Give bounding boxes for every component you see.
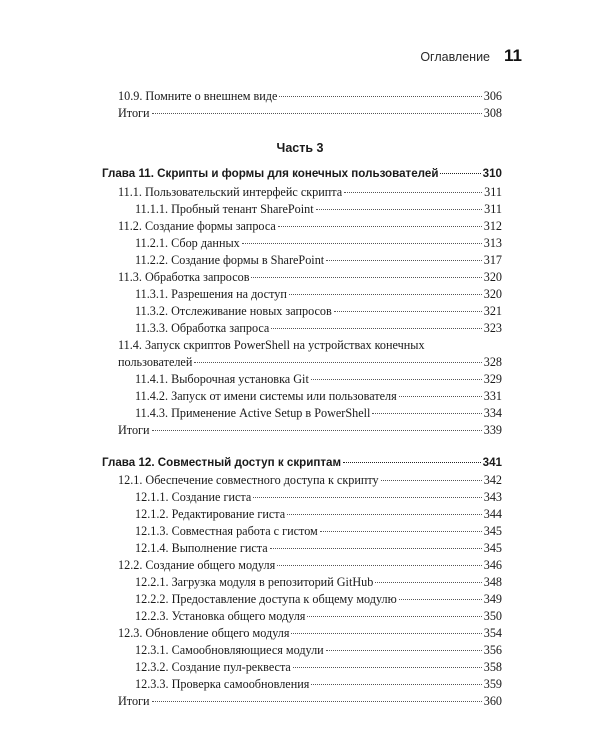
toc-entry-title: пользователей bbox=[118, 355, 193, 369]
dot-leader bbox=[277, 565, 482, 566]
toc-entry-title: 11.3. Обработка запросов bbox=[118, 270, 250, 284]
toc-entry-page: 346 bbox=[483, 558, 502, 572]
dot-leader bbox=[316, 209, 483, 210]
dot-leader bbox=[293, 667, 482, 668]
dot-leader bbox=[152, 430, 482, 431]
toc-entry-page: 360 bbox=[483, 694, 502, 708]
dot-leader bbox=[289, 294, 482, 295]
dot-leader bbox=[344, 192, 482, 193]
toc-entry-title: 11.4.1. Выборочная установка Git bbox=[135, 372, 309, 386]
toc-entry[interactable] bbox=[0, 304, 600, 318]
toc-entry-page: 311 bbox=[484, 185, 502, 199]
dot-leader bbox=[311, 684, 481, 685]
dot-leader bbox=[152, 113, 482, 114]
toc-entry[interactable] bbox=[0, 592, 600, 606]
toc-entry[interactable] bbox=[0, 677, 600, 691]
dot-leader bbox=[326, 650, 482, 651]
toc-entry[interactable] bbox=[0, 372, 600, 386]
toc-entry-page: 359 bbox=[483, 677, 502, 691]
dot-leader bbox=[278, 226, 482, 227]
toc-entry-page: 339 bbox=[483, 423, 502, 437]
toc-entry-title: 12.3.1. Самообновляющиеся модули bbox=[135, 643, 324, 657]
toc-entry-title: 12.3.3. Проверка самообновления bbox=[135, 677, 310, 691]
toc-entry[interactable] bbox=[0, 89, 600, 103]
toc-entry-page: 320 bbox=[483, 270, 502, 284]
toc-entry-page: 334 bbox=[483, 406, 502, 420]
toc-entry-title: 12.1.3. Совместная работа с гистом bbox=[135, 524, 318, 538]
dot-leader bbox=[253, 497, 481, 498]
dot-leader bbox=[279, 96, 481, 97]
toc-entry-title: Итоги bbox=[118, 694, 150, 708]
toc-entry[interactable] bbox=[0, 660, 600, 674]
toc-entry-page: 343 bbox=[483, 490, 502, 504]
toc-entry[interactable] bbox=[0, 643, 600, 657]
dot-leader bbox=[375, 582, 481, 583]
toc-entry-title: 12.1.2. Редактирование гиста bbox=[135, 507, 286, 521]
toc-entry-page: 306 bbox=[483, 89, 502, 103]
dot-leader bbox=[381, 480, 482, 481]
toc-entry-page: 317 bbox=[483, 253, 502, 267]
toc-entry[interactable] bbox=[0, 406, 600, 420]
dot-leader bbox=[242, 243, 482, 244]
toc-entry-page: 321 bbox=[483, 304, 502, 318]
toc-entry-page: 348 bbox=[483, 575, 502, 589]
page-header bbox=[420, 46, 522, 66]
toc-entry-line1[interactable] bbox=[0, 338, 600, 352]
toc-entry-title: 12.2.1. Загрузка модуля в репозиторий GitHub bbox=[135, 575, 374, 589]
toc-entry[interactable] bbox=[0, 219, 600, 233]
dot-leader bbox=[194, 362, 481, 363]
toc-entry-title: 12.1.1. Создание гиста bbox=[135, 490, 252, 504]
toc-entry-title: 12.1.4. Выполнение гиста bbox=[135, 541, 268, 555]
toc-entry[interactable] bbox=[0, 609, 600, 623]
dot-leader bbox=[343, 462, 481, 463]
toc-entry[interactable] bbox=[0, 321, 600, 335]
toc-entry-page: 320 bbox=[483, 287, 502, 301]
toc-entry-page: 313 bbox=[483, 236, 502, 250]
toc-entry[interactable] bbox=[0, 490, 600, 504]
chapter-page: 310 bbox=[482, 167, 502, 180]
toc-entry[interactable] bbox=[0, 355, 600, 369]
toc-entry-title: Итоги bbox=[118, 423, 150, 437]
toc-entry-page: 342 bbox=[483, 473, 502, 487]
toc-entry-page: 311 bbox=[484, 202, 502, 216]
toc-entry[interactable] bbox=[0, 694, 600, 708]
dot-leader bbox=[270, 548, 482, 549]
dot-leader bbox=[287, 514, 482, 515]
toc-entry-page: 331 bbox=[483, 389, 502, 403]
toc-entry[interactable] bbox=[0, 507, 600, 521]
toc-entry-title: 11.2. Создание формы запроса bbox=[118, 219, 276, 233]
toc-entry[interactable] bbox=[0, 270, 600, 284]
toc-entry[interactable] bbox=[0, 541, 600, 555]
dot-leader bbox=[399, 396, 482, 397]
toc-entry-title: 11.3.3. Обработка запроса bbox=[135, 321, 270, 335]
chapter-title: Глава 11. Скрипты и формы для конечных пользователей bbox=[102, 167, 439, 180]
toc-entry[interactable] bbox=[0, 106, 600, 120]
toc-entry-page: 345 bbox=[483, 541, 502, 555]
header-page-number: 11 bbox=[504, 46, 522, 65]
toc-entry[interactable] bbox=[0, 287, 600, 301]
toc-entry[interactable] bbox=[0, 558, 600, 572]
toc-entry-page: 328 bbox=[483, 355, 502, 369]
chapter-title: Глава 12. Совместный доступ к скриптам bbox=[102, 456, 342, 469]
dot-leader bbox=[399, 599, 482, 600]
toc-entry-title: 10.9. Помните о внешнем виде bbox=[118, 89, 278, 103]
chapter-entry[interactable] bbox=[0, 167, 600, 181]
part-heading: Часть 3 bbox=[276, 141, 324, 155]
toc-entry[interactable] bbox=[0, 253, 600, 267]
toc-entry-page: 312 bbox=[483, 219, 502, 233]
chapter-page: 341 bbox=[482, 456, 502, 469]
toc-entry-title: 11.4. Запуск скриптов PowerShell на устройствах конечных bbox=[118, 338, 425, 352]
toc-entry[interactable] bbox=[0, 423, 600, 437]
toc-entry-page: 349 bbox=[483, 592, 502, 606]
header-title: Оглавление bbox=[420, 50, 491, 64]
toc-entry-page: 344 bbox=[483, 507, 502, 521]
toc-entry[interactable] bbox=[0, 575, 600, 589]
chapter-entry[interactable] bbox=[0, 456, 600, 470]
toc-entry[interactable] bbox=[0, 185, 600, 199]
toc-entry-page: 354 bbox=[483, 626, 502, 640]
toc-entry[interactable] bbox=[0, 202, 600, 216]
dot-leader bbox=[307, 616, 481, 617]
dot-leader bbox=[311, 379, 482, 380]
toc-entry-page: 345 bbox=[483, 524, 502, 538]
toc-entry-title: 11.3.2. Отслеживание новых запросов bbox=[135, 304, 332, 318]
toc-entry-page: 356 bbox=[483, 643, 502, 657]
toc-entry-title: 11.4.2. Запуск от имени системы или пользователя bbox=[135, 389, 397, 403]
dot-leader bbox=[440, 173, 480, 174]
toc-entry-title: 12.2.2. Предоставление доступа к общему модулю bbox=[135, 592, 397, 606]
toc-entry-page: 358 bbox=[483, 660, 502, 674]
toc-entry-title: 11.1.1. Пробный тенант SharePoint bbox=[135, 202, 314, 216]
toc-entry-title: 11.2.1. Сбор данных bbox=[135, 236, 240, 250]
toc-entry-page: 308 bbox=[483, 106, 502, 120]
toc-entry-title: 11.3.1. Разрешения на доступ bbox=[135, 287, 287, 301]
dot-leader bbox=[372, 413, 481, 414]
toc-entry[interactable] bbox=[0, 389, 600, 403]
toc-entry-title: 12.3. Обновление общего модуля bbox=[118, 626, 290, 640]
toc-entry-title: 11.4.3. Применение Active Setup в PowerShell bbox=[135, 406, 371, 420]
dot-leader bbox=[320, 531, 482, 532]
toc-entry-title: 11.2.2. Создание формы в SharePoint bbox=[135, 253, 325, 267]
toc-entry-title: Итоги bbox=[118, 106, 150, 120]
toc-entry-title: 12.2. Создание общего модуля bbox=[118, 558, 276, 572]
dot-leader bbox=[271, 328, 481, 329]
toc-entry-title: 12.1. Обеспечение совместного доступа к скрипту bbox=[118, 473, 379, 487]
toc-entry-title: 12.2.3. Установка общего модуля bbox=[135, 609, 306, 623]
dot-leader bbox=[152, 701, 482, 702]
dot-leader bbox=[334, 311, 482, 312]
dot-leader bbox=[251, 277, 481, 278]
toc-entry[interactable] bbox=[0, 524, 600, 538]
dot-leader bbox=[291, 633, 481, 634]
dot-leader bbox=[326, 260, 482, 261]
toc-entry-page: 329 bbox=[483, 372, 502, 386]
toc-entry-page: 350 bbox=[483, 609, 502, 623]
toc-entry-title: 11.1. Пользовательский интерфейс скрипта bbox=[118, 185, 343, 199]
toc-entry-page: 323 bbox=[483, 321, 502, 335]
toc-entry[interactable] bbox=[0, 236, 600, 250]
toc-entry[interactable] bbox=[0, 473, 600, 487]
toc-entry[interactable] bbox=[0, 626, 600, 640]
toc-entry-title: 12.3.2. Создание пул-реквеста bbox=[135, 660, 291, 674]
